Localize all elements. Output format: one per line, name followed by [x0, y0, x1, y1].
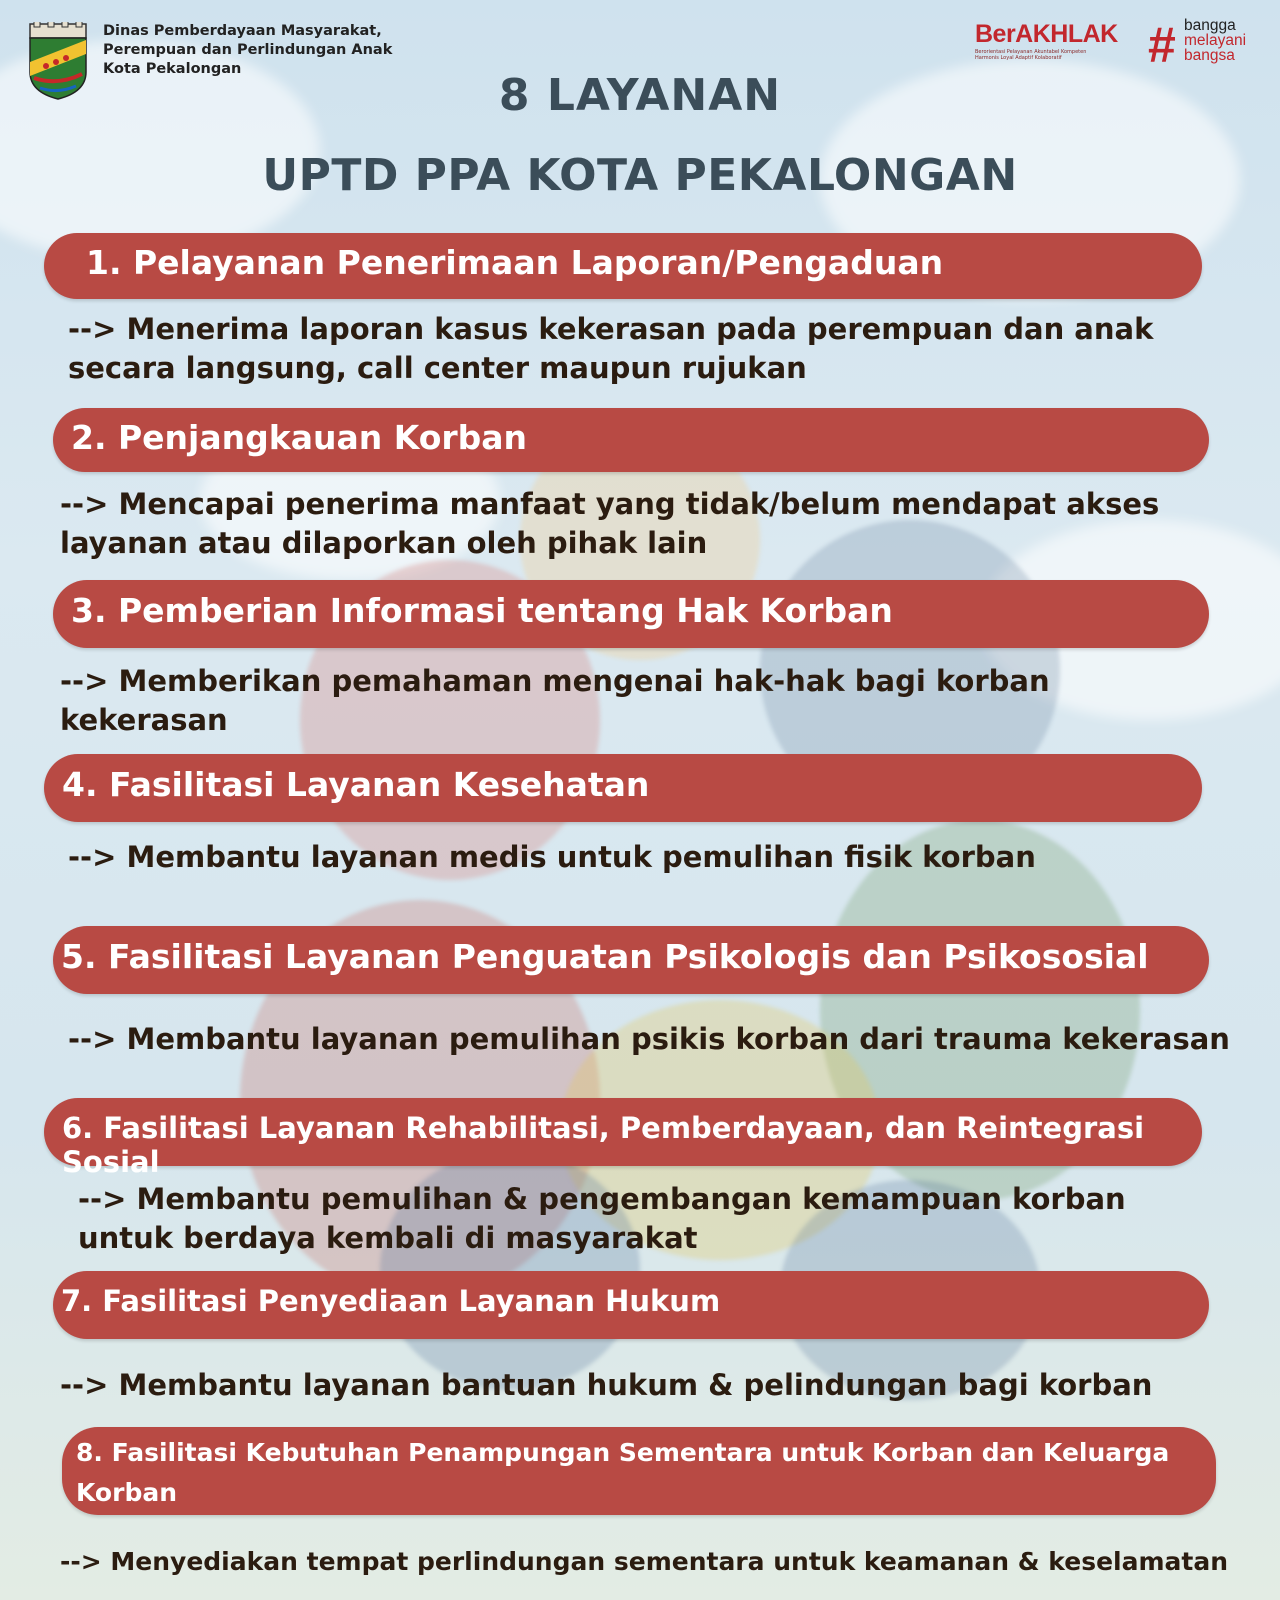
service-desc-line: --> Memberikan pemahaman mengenai hak-hak bagi korban: [60, 664, 1050, 698]
service-desc-4: [68, 838, 1036, 877]
service-desc-7: [60, 1366, 1152, 1405]
service-desc-line: --> Membantu layanan medis untuk pemulihan fisik korban: [68, 840, 1036, 874]
berakhlak-title: BerAKHLAK: [975, 20, 1118, 48]
service-desc-line: --> Membantu pemulihan & pengembangan kemampuan korban: [78, 1182, 1126, 1216]
service-desc-line: secara langsung, call center maupun rujukan: [68, 351, 807, 385]
page-title: 8 LAYANAN: [498, 70, 782, 121]
service-heading-text: 1. Pelayanan Penerimaan Laporan/Pengaduan: [86, 243, 944, 282]
service-desc-2: [60, 485, 1159, 563]
service-heading-text: 3. Pemberian Informasi tentang Hak Korban: [71, 591, 893, 630]
service-desc-8: [60, 1544, 1228, 1580]
page-subtitle: UPTD PPA KOTA PEKALONGAN: [262, 150, 1018, 201]
bangga-melayani-bangsa-logo: [1148, 18, 1268, 72]
service-heading-4: [44, 754, 1202, 822]
hashtag-icon: #: [1148, 17, 1176, 73]
service-desc-line: --> Mencapai penerima manfaat yang tidak/belum mendapat akses: [60, 487, 1160, 521]
berakhlak-sub-line: Berorientasi Pelayanan Akuntabel Kompeten: [975, 49, 1087, 55]
service-desc-line: --> Menyediakan tempat perlindungan sementara untuk keamanan & keselamatan: [60, 1547, 1229, 1576]
service-heading-7: [53, 1271, 1209, 1339]
berakhlak-logo: [975, 20, 1135, 61]
service-desc-3: [60, 662, 1050, 740]
service-heading-8: [62, 1427, 1216, 1515]
melayani-word: melayani: [1184, 32, 1247, 49]
service-heading-text: 5. Fasilitasi Layanan Penguatan Psikologis dan Psikososial: [61, 937, 1149, 976]
service-heading-text: 2. Penjangkauan Korban: [71, 418, 528, 457]
service-heading-1: [44, 233, 1202, 299]
service-desc-6: [78, 1180, 1126, 1258]
service-desc-line: kekerasan: [60, 703, 228, 737]
service-desc-5: [68, 1020, 1230, 1059]
service-desc-line: untuk berdaya kembali di masyarakat: [78, 1221, 698, 1255]
service-heading-text: 4. Fasilitasi Layanan Kesehatan: [62, 765, 650, 804]
service-heading-text: 8. Fasilitasi Kebutuhan Penampungan Sementara untuk Korban dan Keluarga: [76, 1438, 1170, 1467]
service-desc-line: --> Membantu layanan pemulihan psikis korban dari trauma kekerasan: [68, 1022, 1230, 1056]
service-heading-text: 7. Fasilitasi Penyediaan Layanan Hukum: [61, 1284, 721, 1318]
agency-line: Dinas Pemberdayaan Masyarakat,: [103, 23, 382, 39]
service-heading-2: [53, 408, 1209, 472]
service-heading-5: [53, 926, 1209, 994]
service-desc-line: --> Membantu layanan bantuan hukum & pelindungan bagi korban: [60, 1368, 1153, 1402]
service-desc-line: --> Menerima laporan kasus kekerasan pada perempuan dan anak: [68, 312, 1154, 346]
agency-line: Perempuan dan Perlindungan Anak: [103, 42, 393, 58]
service-desc-line: layanan atau dilaporkan oleh pihak lain: [60, 526, 708, 560]
agency-line: Kota Pekalongan: [103, 61, 242, 77]
service-heading-3: [53, 580, 1209, 648]
header: [0, 0, 1280, 210]
bangga-word: bangga: [1184, 17, 1236, 34]
service-heading-6: [44, 1098, 1202, 1179]
berakhlak-sub-line: Harmonis Loyal Adaptif Kolaboratif: [975, 55, 1062, 61]
service-desc-1: [68, 310, 1153, 388]
bangsa-word: bangsa: [1184, 47, 1235, 64]
service-heading-text: 6. Fasilitasi Layanan Rehabilitasi, Pemberdayaan, dan Reintegrasi Sosial: [62, 1111, 1145, 1179]
service-heading-text: Korban: [76, 1478, 178, 1507]
